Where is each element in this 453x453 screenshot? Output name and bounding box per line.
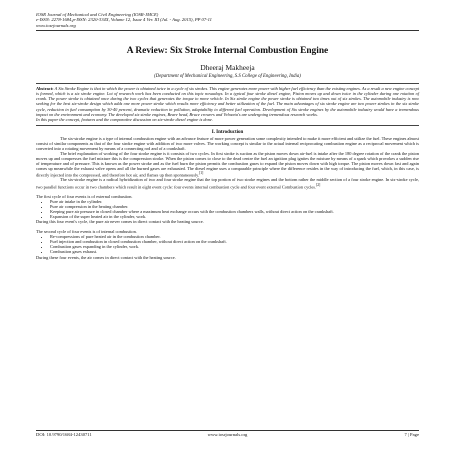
paragraph-1: The six-stroke engine is a type of internal combustion engine with an advance feature of more power generation some complexity intended to make it more efficient and utilize the fuel. These engines almost consist of similar components as that of the four stroke engine with addition of two more valves. The working concept is similar to the actual internal reciprocating combustion engine as a reciprocal movement which is converted into a rotating movement by means of a connecting rod and of a crankshaft.: [36, 135, 419, 151]
list-item: • Combustion gases exhaust.: [50, 249, 419, 254]
paragraph-6: The second cycle of four events is of internal combustion.: [36, 229, 137, 235]
journal-header: [36, 12, 419, 28]
list-item: • Keeping pure air pressure in closed chamber where a maximum heat exchange occurs with the combustion chambers walls, without direct action on the crankshaft.: [50, 209, 419, 214]
list-item: • Re-compressions of pure heated air in the combustion chamber.: [50, 234, 419, 239]
journal-issn: e-ISSN: 2278-1684,p-ISSN: 2320-334X, Volume 12, Issue 4 Ver. III (Jul. - Aug. 2015), PP 07-11: [36, 17, 212, 23]
list-item: • Expansion of the super heated air in the cylinder, work.: [50, 214, 419, 219]
citation-2: [2]: [316, 182, 321, 187]
citation-1: [1]: [199, 170, 204, 175]
paragraph-5: During this four event's cycle, the pure air never comes in direct contact with the heating source.: [36, 219, 204, 225]
paragraph-3: [36, 177, 419, 189]
author-affiliation: (Department of Mechanical Engineering, S.S College of Engineering, India): [154, 73, 301, 79]
paper-title: A Review: Six Stroke Internal Combustion Engine: [126, 46, 329, 57]
journal-name: IOSR Journal of Mechanical and Civil Engineering (IOSR-JMCE): [36, 12, 159, 17]
journal-url: www.iosrjournals.org: [36, 22, 76, 28]
list-item: • Pure air compression in the heating chamber.: [50, 204, 419, 209]
footer-site: www.iosrjournals.org: [207, 432, 248, 437]
author-name: Dheeraj Makheeja: [200, 63, 255, 73]
list-item: • Pure air intake in the cylinder.: [50, 199, 419, 204]
paragraph-7: During these four events, the air comes in direct contact with the heating source.: [36, 254, 176, 260]
header-rule: [36, 30, 419, 31]
abstract-text-2: In this paper the concept, features and the comparative discussion on six-stroke diesel engine is done.: [36, 116, 213, 122]
paragraph-2-text: The brief explanation of working of the four stroke engine is it consists of two cycles. In first stroke is suction as the piston moves down air-fuel is intake after the 180 degree rotation of the crank the piston moves up and compresses the fuel mixture this is the compression stroke. When the piston comes to close to the dead centre the fuel an ignition plug ignites the mixture by means of a spark which provokes a sudden rise of temperature and of pressure. This is known as the power stroke and as the fuel burn the piston permits the combustion gases to expand the piston moves down with high torque. The piston moves down fast and again comes up meanwhile the exhaust valve opens and all the burned gases are exhausted. The diesel engine uses a comparable principle where the difference resides in the way of introducing the fuel, which, in this case, is directly injected into the compressed, and therefore hot air, and flames up then spontaneously.: [36, 150, 419, 178]
list-item: • Combustion gases expanding in the cylinder, work.: [50, 244, 419, 249]
list-item: • Fuel injection and combustion in closed combustion chamber, without direct action on the crankshaft.: [50, 239, 419, 244]
footer-page-number: 7 | Page: [404, 432, 419, 437]
abstract-paragraph: [36, 86, 419, 116]
footer-doi: DOI: 10.9790/1684-12430711: [36, 432, 92, 437]
section-heading-introduction: I. Introduction: [211, 129, 244, 135]
internal-cycle-list: [36, 234, 419, 254]
paragraph-3-text: The six-stroke engine is a radical hybridization of two and four stroke engine that the top portion of two stroke engines and the bottom rather the middle section of a four stroke engine. In six-stroke cycle, two parallel functions occur in two chambers which result in eight event cycle: four events internal combustion cycle and four event external Combustion cycles.: [36, 177, 419, 189]
body-text: [36, 136, 419, 260]
external-cycle-list: [36, 199, 419, 219]
abstract-label: Abstract:: [36, 86, 54, 92]
paragraph-4: The first cycle of four events is of external combustion.: [36, 193, 133, 199]
page-footer: [36, 430, 419, 437]
abstract-text: A Six Stroke Engine is that in which the power is obtained twice in a cycle of six strokes. This engine generates more power with higher fuel efficiency than the existing engines. As a result a new engine concept is formed, which is a six stroke engine. Lot of research work has been conducted on this topic nowadays. In a typical four stroke diesel engine, Piston moves up and down twice in the cylinder during one rotation of crank. The power stroke is obtained once during the two cycles that generates the torque to move vehicle. In Six stroke engine the power stroke is obtained two times out of six strokes. The automobile industry is now seeking for the best six-stroke design which adds one more power stroke which results more efficiency and better utilization of the fuel. The main advantages of six stroke engine are two power strokes in the six stroke cycle, reduction in fuel consumption by 30-40 percent, dramatic reduction in pollution, adaptability to different fuel operation. Development of Six stroke engines by the automobile industry would have a tremendous impact on the environment and economy. The developed six stroke engines, Beare head, Bruce crowers and Velozeta's are undergoing tremendous research works.: [36, 86, 419, 117]
paragraph-2: [36, 151, 419, 178]
abstract-box: [36, 83, 419, 125]
